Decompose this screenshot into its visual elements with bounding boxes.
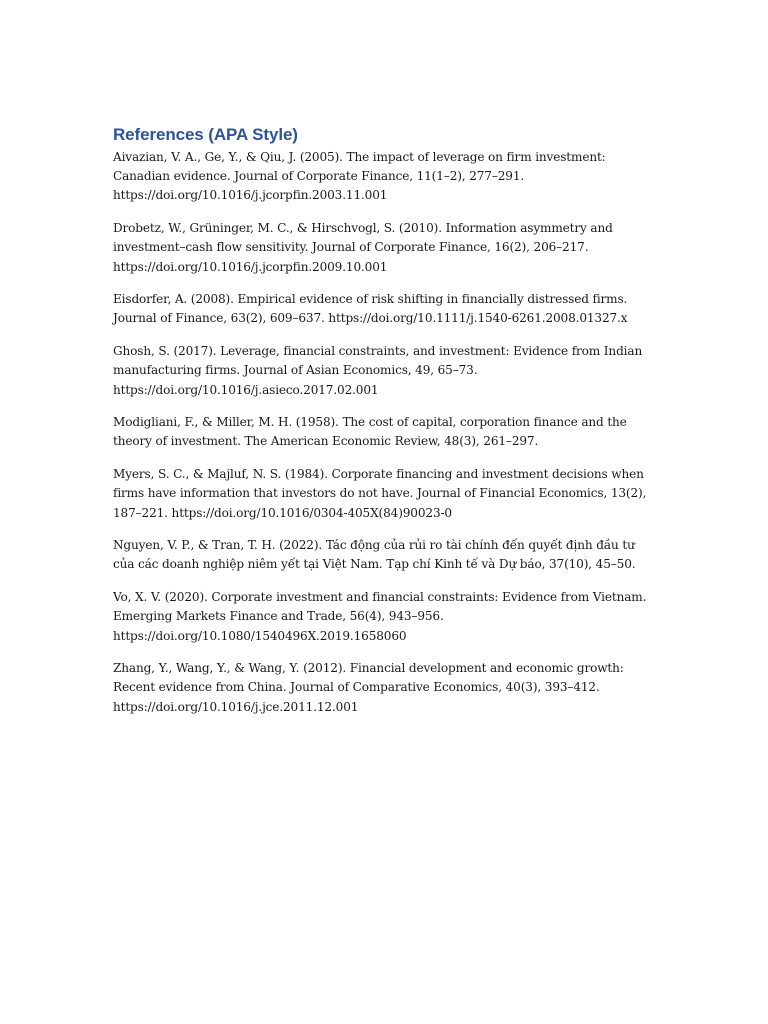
reference-entry: Zhang, Y., Wang, Y., & Wang, Y. (2012). Financial development and economic growth: Recent evidence from China. Journal of Comparative Economics, 40(3), 393–412. https://doi.org/10.1016/j.jce.2011.12.001	[113, 661, 624, 714]
reference-entry: Drobetz, W., Grüninger, M. C., & Hirschvogl, S. (2010). Information asymmetry and investment–cash flow sensitivity. Journal of Corporate Finance, 16(2), 206–217. https://doi.org/10.1016/j.jcorpfin.2009.10.001	[113, 221, 613, 274]
references-heading: References (APA Style)	[113, 125, 298, 144]
reference-entry: Ghosh, S. (2017). Leverage, financial constraints, and investment: Evidence from Indian manufacturing firms. Journal of Asian Economics, 49, 65–73. https://doi.org/10.1016/j.asieco.2017.02.001	[113, 344, 643, 397]
reference-entry: Modigliani, F., & Miller, M. H. (1958). The cost of capital, corporation finance and the theory of investment. The American Economic Review, 48(3), 261–297.	[113, 415, 627, 449]
reference-entry: Vo, X. V. (2020). Corporate investment and financial constraints: Evidence from Vietnam. Emerging Markets Finance and Trade, 56(4), 943–956. https://doi.org/10.1080/1540496X.2019.1658060	[113, 590, 647, 643]
reference-list	[113, 148, 658, 717]
reference-entry: Eisdorfer, A. (2008). Empirical evidence of risk shifting in financially distressed firms. Journal of Finance, 63(2), 609–637. https://doi.org/10.1111/j.1540-6261.2008.01327.x	[113, 292, 628, 326]
reference-entry: Myers, S. C., & Majluf, N. S. (1984). Corporate financing and investment decisions when firms have information that investors do not have. Journal of Financial Economics, 13(2), 187–221. https://doi.org/10.1016/0304-405X(84)90023-0	[113, 467, 647, 520]
reference-entry: Nguyen, V. P., & Tran, T. H. (2022). Tác động của rủi ro tài chính đến quyết định đầu tư của các doanh nghiệp niêm yết tại Việt Nam. Tạp chí Kinh tế và Dự báo, 37(10), 45–50.	[113, 538, 636, 572]
document-page	[113, 124, 658, 730]
reference-entry: Aivazian, V. A., Ge, Y., & Qiu, J. (2005). The impact of leverage on firm investment: Canadian evidence. Journal of Corporate Finance, 11(1–2), 277–291. https://doi.org/10.1016/j.jcorpfin.2003.11.001	[113, 150, 606, 203]
